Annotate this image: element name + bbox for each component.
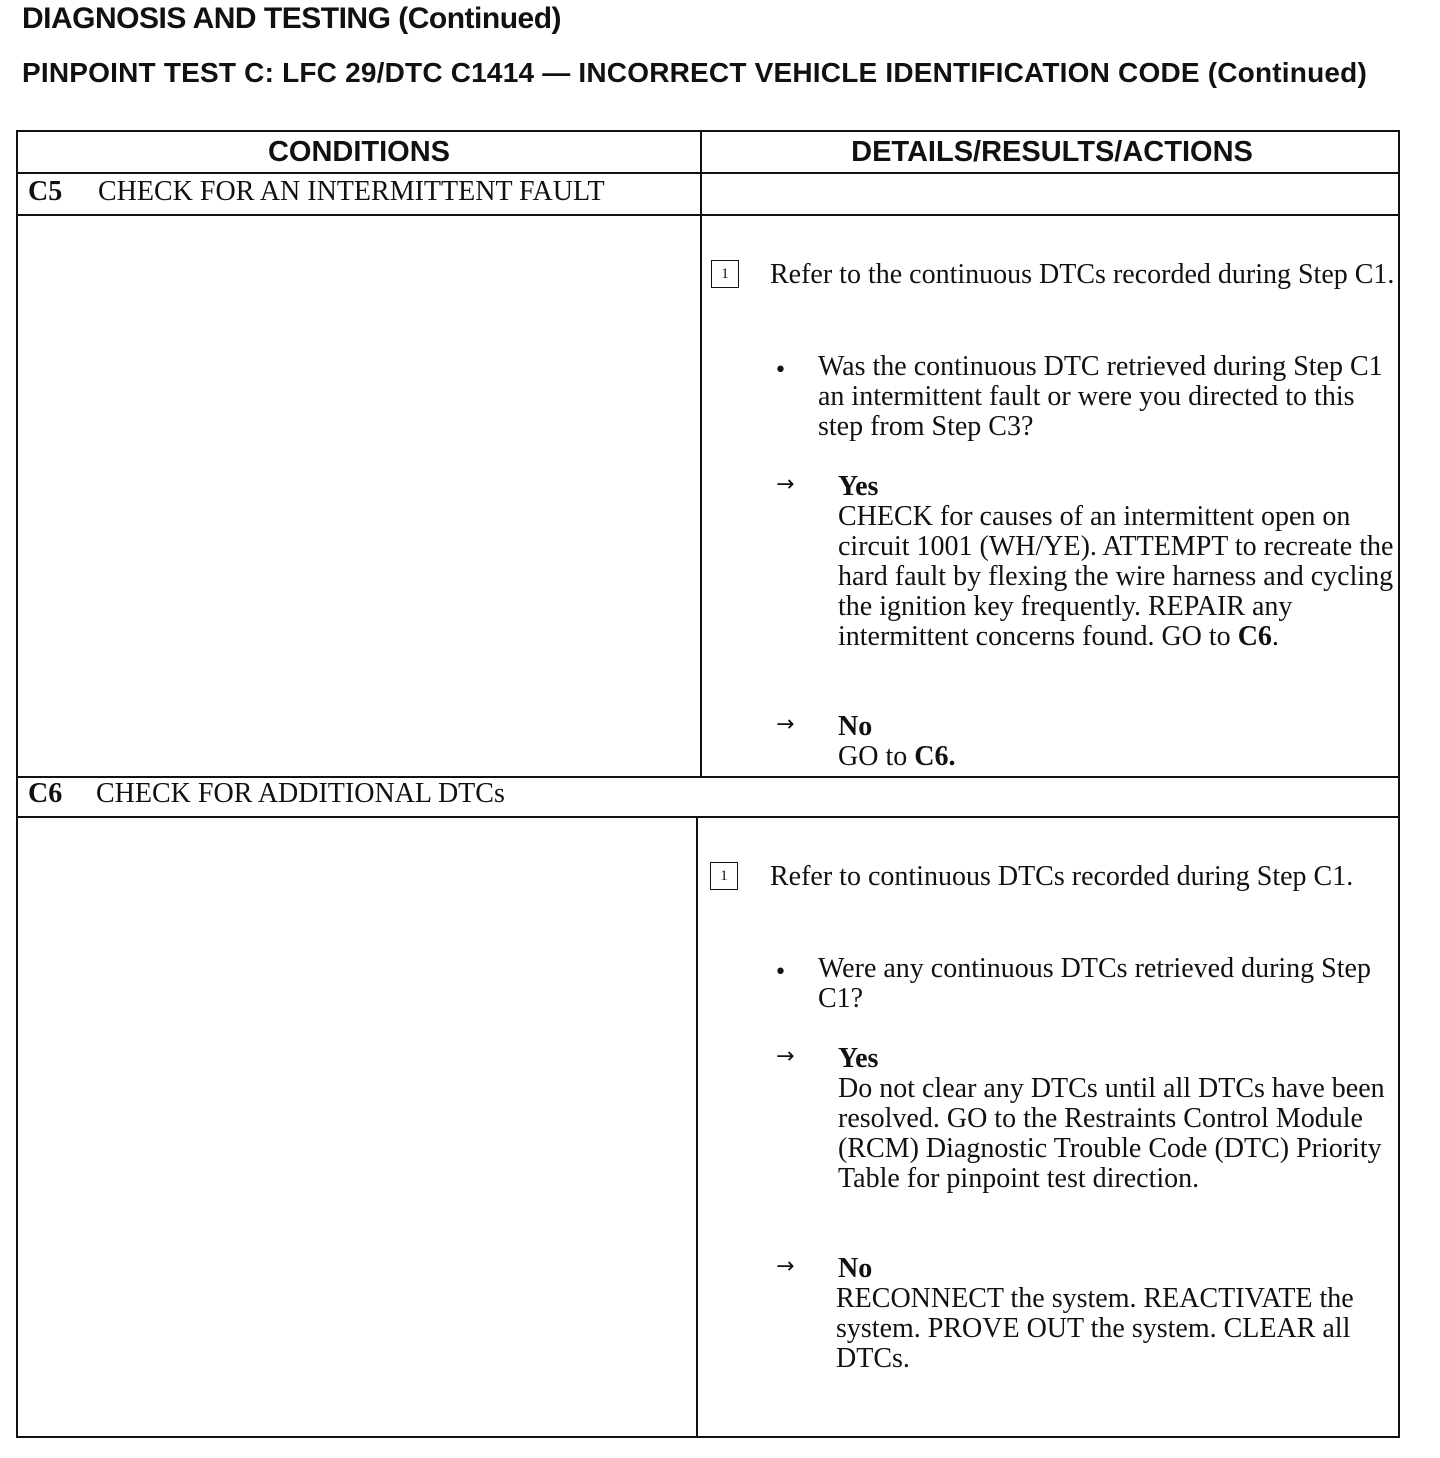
step-question: Was the continuous DTC retrieved during Step C1 an intermittent fault or were you directed to this step from Step C3? [818,351,1383,442]
result-label-no: No [838,1253,873,1284]
result-action-yes: Do not clear any DTCs until all DTCs have been resolved. GO to the Restraints Control Module (RCM) Diagnostic Trouble Code (DTC) Priority Table for pinpoint test direction. [838,1073,1385,1194]
header-divider [18,172,1398,174]
result-action-no [838,742,1400,772]
pinpoint-test-table [16,130,1400,1438]
step-row-c6 [18,778,1398,816]
step-id: C5 [28,176,63,207]
bullet-icon: • [774,358,787,383]
step-instruction: Refer to the continuous DTCs recorded during Step C1. [770,259,1395,290]
step-id: C6 [28,778,63,809]
result-label-yes: Yes [838,471,879,502]
right-arrow-icon: → [776,1254,795,1279]
pinpoint-test-title: PINPOINT TEST C: LFC 29/DTC C1414 — INCORRECT VEHICLE IDENTIFICATION CODE (Continued) [22,57,1367,88]
step-question: Were any continuous DTCs retrieved during Step C1? [818,953,1371,1014]
step-divider [18,816,1398,818]
action-text: CHECK for causes of an intermittent open on circuit 1001 (WH/YE). ATTEMPT to recreate the hard fault by flexing the wire harness and cycling the ignition key frequently. REPAIR any intermittent concerns found. GO to [838,501,1394,652]
bullet-icon: • [774,960,787,985]
step-row-c5 [18,176,1398,214]
result-label-no: No [838,711,873,742]
details-column-header: DETAILS/RESULTS/ACTIONS [851,136,1253,168]
right-arrow-icon: → [776,1044,795,1069]
right-arrow-icon: → [776,712,795,737]
result-action-no: RECONNECT the system. REACTIVATE the system. PROVE OUT the system. CLEAR all DTCs. [836,1283,1354,1374]
step-title: CHECK FOR ADDITIONAL DTCs [96,778,505,809]
step-divider [18,214,1398,216]
goto-step: C6. [914,741,956,772]
action-end: . [1271,621,1279,652]
step-instruction: Refer to continuous DTCs recorded during Step C1. [770,861,1354,892]
goto-step: C6 [1237,621,1272,652]
step-title: CHECK FOR AN INTERMITTENT FAULT [98,176,605,207]
column-divider [696,818,698,1438]
step-number-box: 1 [710,862,738,890]
column-divider [700,132,702,776]
action-text: GO to [838,741,908,772]
conditions-column-header: CONDITIONS [267,136,451,168]
result-action-yes [838,502,1400,652]
step-number-box: 1 [711,260,739,288]
page-title: DIAGNOSIS AND TESTING (Continued) [22,2,562,35]
right-arrow-icon: → [776,472,795,497]
result-label-yes: Yes [838,1043,879,1074]
